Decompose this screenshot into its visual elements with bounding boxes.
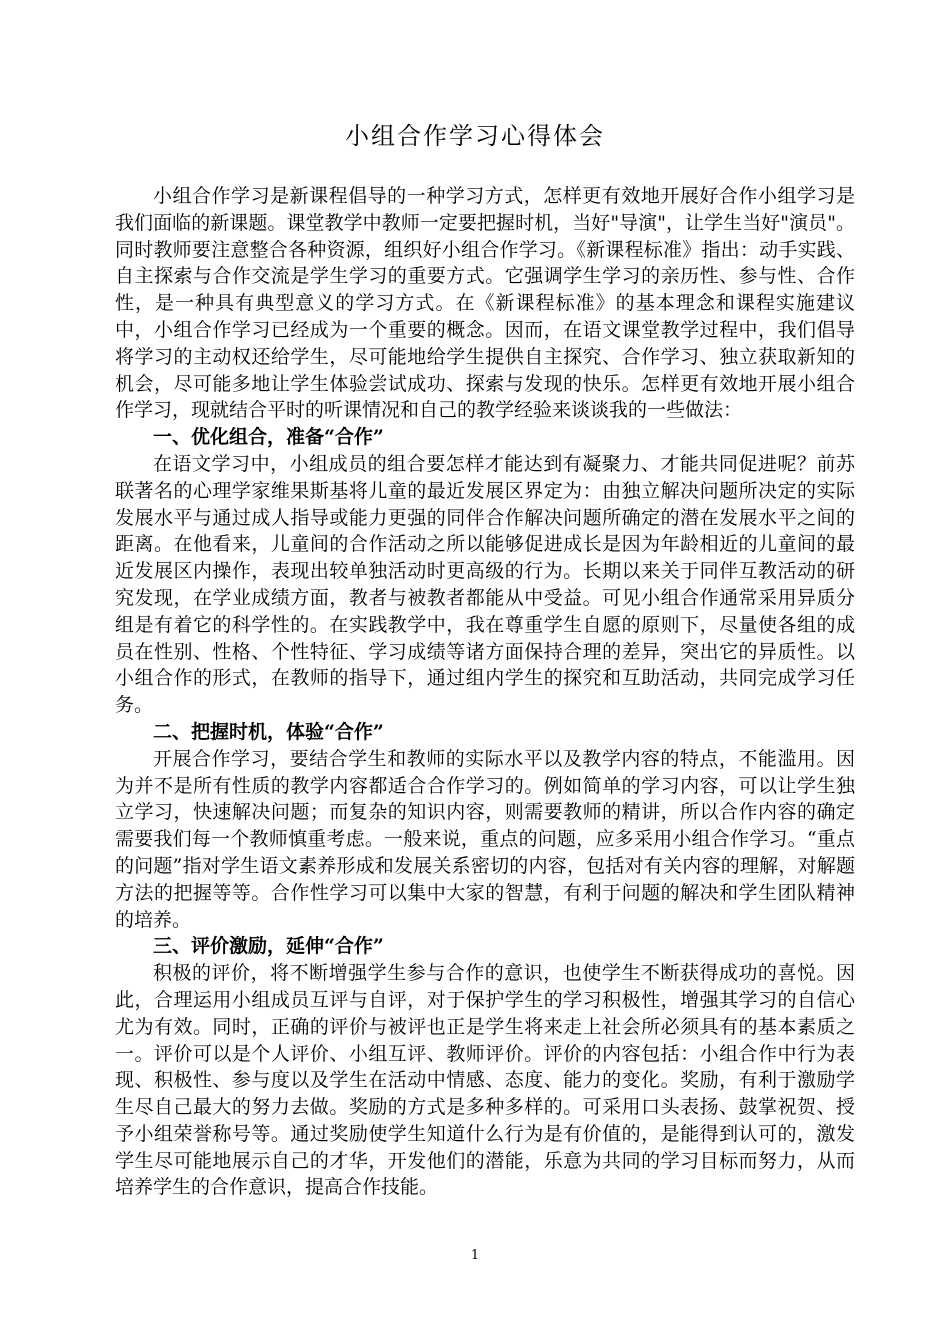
- section-heading-3: 三、评价激励，延伸“合作”: [153, 935, 384, 958]
- section-paragraph-1: 在语文学习中，小组成员的组合要怎样才能达到有凝聚力、才能共同促进呢？前苏联著名的心理学家维果斯基将儿童的最近发展区界定为：由独立解决问题所决定的实际发展水平与通过成人指导或能力更强的同伴合作解决问题所确定的潜在发展水平之间的距离。在他看来，儿童间的合作活动之所以能够促进成长是因为年龄相近的儿童间的最近发展区内操作，表现出较单独活动时更高级的行为。长期以来关于同伴互教活动的研究发现，在学业成绩方面，教者与被教者都能从中受益。可见小组合作通常采用异质分组是有着它的科学性的。在实践教学中，我在尊重学生自愿的原则下，尽量使各组的成员在性别、性格、个性特征、学习成绩等诸方面保持合理的差异，突出它的异质性。以小组合作的形式，在教师的指导下，通过组内学生的探究和互助活动，共同完成学习任务。: [115, 452, 855, 717]
- page-number: 1: [470, 1248, 480, 1263]
- document-title: 小组合作学习心得体会: [345, 122, 605, 150]
- section-paragraph-3: 积极的评价，将不断增强学生参与合作的意识，也使学生不断获得成功的喜悦。因此，合理运用小组成员互评与自评，对于保护学生的学习积极性，增强其学习的自信心尤为有效。同时，正确的评价与被评也正是学生将来走上社会所必须具有的基本素质之一。评价可以是个人评价、小组互评、教师评价。评价的内容包括：小组合作中行为表现、积极性、参与度以及学生在活动中情感、态度、能力的变化。奖励，有利于激励学生尽自己最大的努力去做。奖励的方式是多种多样的。可采用口头表扬、鼓掌祝贺、授予小组荣誉称号等。通过奖励使学生知道什么行为是有价值的，是能得到认可的，激发学生尽可能地展示自己的才华，开发他们的潜能，乐意为共同的学习目标而努力，从而培养学生的合作意识，提高合作技能。: [115, 962, 855, 1199]
- section-heading-2: 二、把握时机，体验“合作”: [153, 720, 384, 743]
- document-body: [115, 183, 855, 1201]
- section-heading-1: 一、优化组合，准备“合作”: [153, 426, 384, 449]
- section-paragraph-2: 开展合作学习，要结合学生和教师的实际水平以及教学内容的特点，不能滥用。因为并不是所有性质的教学内容都适合合作学习的。例如简单的学习内容，可以让学生独立学习，快速解决问题；而复杂的知识内容，则需要教师的精讲，所以合作内容的确定需要我们每一个教师慎重考虑。一般来说，重点的问题，应多采用小组合作学习。“重点的问题”指对学生语文素养形成和发展关系密切的内容，包括对有关内容的理解，对解题方法的把握等等。合作性学习可以集中大家的智慧，有利于问题的解决和学生团队精神的培养。: [115, 747, 855, 931]
- intro-paragraph: 小组合作学习是新课程倡导的一种学习方式，怎样更有效地开展好合作小组学习是我们面临的新课题。课堂教学中教师一定要把握时机，当好"导演"，让学生当好"演员"。同时教师要注意整合各种资源，组织好小组合作学习。《新课程标准》指出：动手实践、自主探索与合作交流是学生学习的重要方式。它强调学生学习的亲历性、参与性、合作性，是一种具有典型意义的学习方式。在《新课程标准》的基本理念和课程实施建议中，小组合作学习已经成为一个重要的概念。因而，在语文课堂教学过程中，我们倡导将学习的主动权还给学生，尽可能地给学生提供自主探究、合作学习、独立获取新知的机会，尽可能多地让学生体验尝试成功、探索与发现的快乐。怎样更有效地开展小组合作学习，现就结合平时的听课情况和自己的教学经验来谈谈我的一些做法：: [115, 185, 855, 422]
